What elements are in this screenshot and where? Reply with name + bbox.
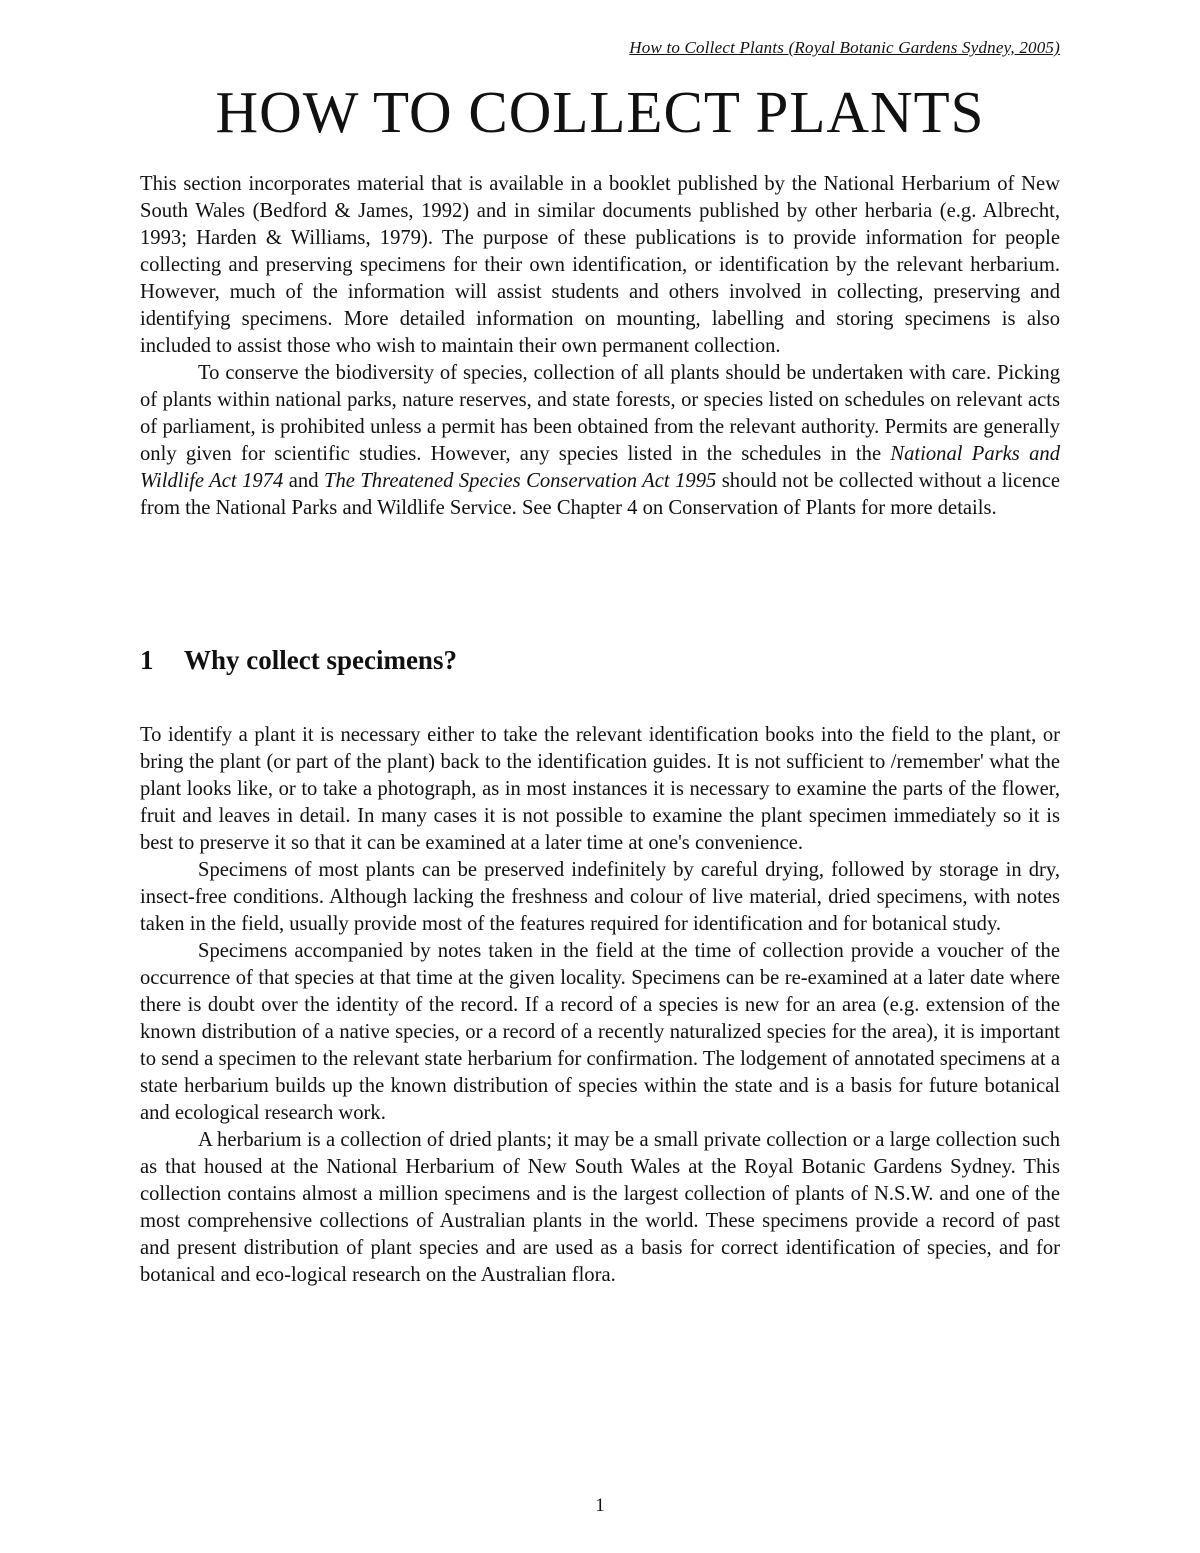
page-title: HOW TO COLLECT PLANTS — [215, 79, 985, 145]
intro-section — [140, 171, 1060, 522]
conservation-text-b: and — [283, 470, 324, 492]
intro-paragraph: This section incorporates material that is available in a booklet published by the National Herbarium of New South Wales (Bedford & James, 1992) and in similar documents published by other herbaria (e.g. Albrecht, 1993; Harden & Williams, 1979). The purpose of these publications is to provide information for people collecting and preserving specimens for their own identification, or identification by the relevant herbarium. However, much of the information will assist students and others involved in collecting, preserving and identifying specimens. More detailed information on mounting, labelling and storing specimens is also included to assist those who wish to maintain their own permanent collection. — [140, 173, 1060, 357]
running-header: How to Collect Plants (Royal Botanic Gardens Sydney, 2005) — [629, 38, 1060, 57]
section-number: 1 — [140, 645, 154, 675]
body-paragraph: A herbarium is a collection of dried plants; it may be a small private collection or a large collection such as that housed at the National Herbarium of New South Wales at the Royal Botanic Gardens Sydney. This collection contains almost a million specimens and is the largest collection of plants of N.S.W. and one of the most comprehensive collections of Australian plants in the world. These specimens provide a record of past and present distribution of plant species and are used as a basis for correct identification of species, and for botanical and eco-logical research on the Australian flora. — [140, 1129, 1060, 1286]
conservation-paragraph — [140, 360, 1060, 522]
act-title-national-parks: National Parks and Wildlife Act 1974 — [140, 443, 1060, 492]
body-paragraph: Specimens of most plants can be preserved indefinitely by careful drying, followed by storage in dry, insect-free conditions. Although lacking the freshness and colour of live material, dried specimens, with notes taken in the field, usually provide most of the features required for identification and for botanical study. — [140, 859, 1060, 935]
act-title-threatened-species: The Threatened Species Conservation Act 1995 — [323, 470, 717, 492]
body-paragraph: Specimens accompanied by notes taken in the field at the time of collection provide a voucher of the occurrence of that species at that time at the given locality. Specimens can be re-examined at a later date where there is doubt over the identity of the record. If a record of a species is new for an area (e.g. extension of the known distribution of a native species, or a record of a recently naturalized species for the area), it is important to send a specimen to the relevant state herbarium for confirmation. The lodgement of annotated specimens at a state herbarium builds up the known distribution of species within the state and is a basis for future botanical and ecological research work. — [140, 940, 1060, 1124]
section-body — [140, 722, 1060, 1289]
conservation-text-a: To conserve the biodiversity of species, collection of all plants should be undertaken with care. Picking of plants within national parks, nature reserves, and state forests, or species listed on schedules on relevant acts of parliament, is prohibited unless a permit has been obtained from the relevant authority. Permits are generally only given for scientific studies. However, any species listed in the schedules in the — [140, 362, 1060, 465]
body-paragraph: To identify a plant it is necessary either to take the relevant identification books into the field to the plant, or bring the plant (or part of the plant) back to the identification guides. It is not sufficient to /remember' what the plant looks like, or to take a photograph, as in most instances it is necessary to examine the parts of the flower, fruit and leaves in detail. In many cases it is not possible to examine the plant specimen immediately so it is best to preserve it so that it can be examined at a later time at one's convenience. — [140, 724, 1060, 854]
conservation-text-c: should not be collected without a licence from the National Parks and Wildlife Service. See Chapter 4 on Conservation of Plants for more details. — [140, 470, 1061, 519]
section-heading — [140, 645, 457, 676]
section-title: Why collect specimens? — [184, 645, 457, 675]
page-number: 1 — [595, 1495, 605, 1516]
